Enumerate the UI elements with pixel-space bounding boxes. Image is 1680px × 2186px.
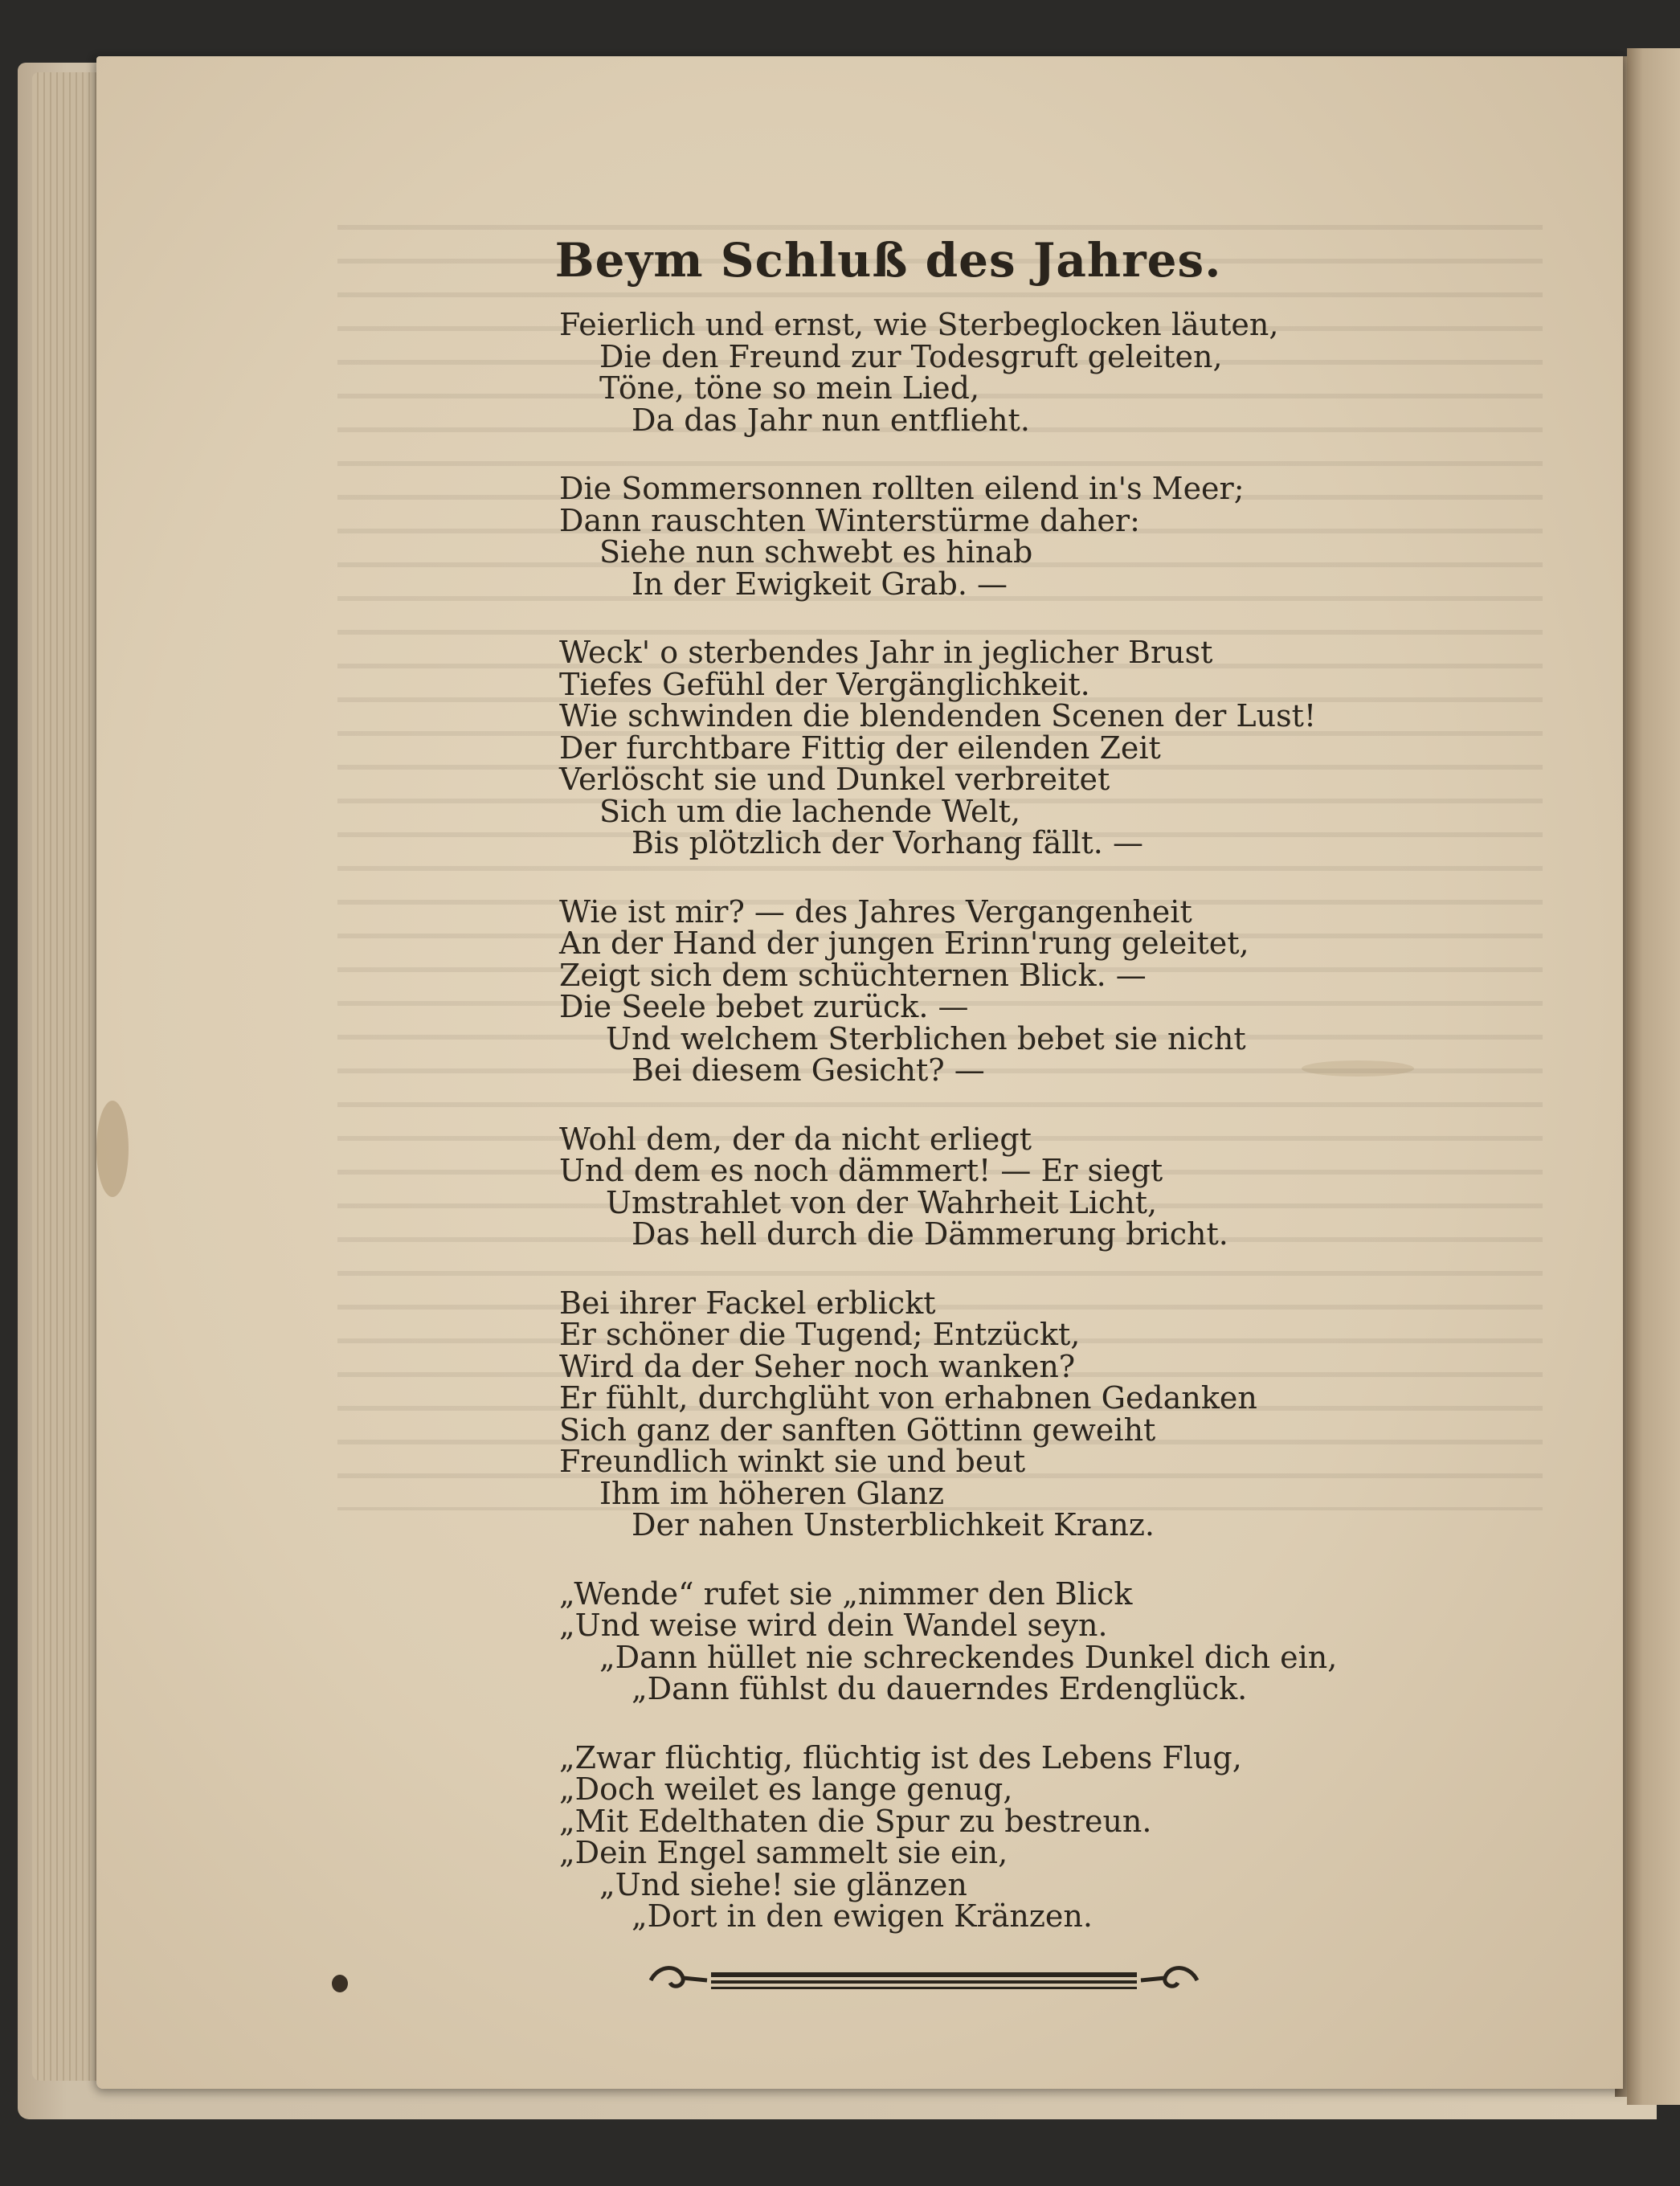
poem-line: Verlöscht sie und Dunkel verbreitet — [559, 762, 1110, 797]
poem-line: Er fühlt, durchglüht von erhabnen Gedanken — [559, 1380, 1257, 1416]
poem-line: Wie schwinden die blendenden Scenen der Lust! — [559, 698, 1317, 733]
poem-line: „Dort in den ewigen Kränzen. — [632, 1898, 1093, 1934]
poem-line: Bei ihrer Fackel erblickt — [559, 1285, 936, 1321]
poem-line: Sich um die lachende Welt, — [599, 793, 1021, 829]
poem-line: Bis plötzlich der Vorhang fällt. — — [632, 825, 1143, 860]
poem-line: Der furchtbare Fittig der eilenden Zeit — [559, 729, 1161, 766]
poem-line: „Dann hüllet nie schreckendes Dunkel dich ein, — [599, 1639, 1338, 1675]
poem-line: In der Ewigkeit Grab. — — [632, 566, 1008, 602]
poem-line: „Und weise wird dein Wandel seyn. — [559, 1608, 1108, 1643]
end-ornament — [643, 1960, 1205, 2000]
poem-line: An der Hand der jungen Erinn'rung geleitet, — [559, 925, 1249, 961]
stanza — [559, 1739, 1547, 1934]
poem-line: Und welchem Sterblichen bebet sie nicht — [606, 1020, 1246, 1056]
poem-line: „Zwar flüchtig, flüchtig ist des Lebens Flug, — [559, 1739, 1242, 1775]
poem-line: „Und siehe! sie glänzen — [599, 1866, 967, 1902]
poem-line: Er schöner die Tugend; Entzückt, — [559, 1317, 1081, 1352]
poem-line: Siehe nun schwebt es hinab — [599, 534, 1033, 570]
poem-line: „Doch weilet es lange genug, — [559, 1771, 1013, 1807]
stanza — [559, 309, 1547, 436]
poem-line: Weck' o sterbendes Jahr in jeglicher Brust — [559, 635, 1213, 670]
poem-body — [559, 309, 1547, 1970]
stanza — [559, 1575, 1547, 1706]
stanza — [559, 637, 1547, 860]
poem-line: Die den Freund zur Todesgruft geleiten, — [599, 338, 1223, 374]
poem-line: Dann rauschten Winterstürme daher: — [559, 502, 1140, 538]
poem-line: Der nahen Unsterblichkeit Kranz. — [632, 1507, 1155, 1542]
poem-line: Zeigt sich dem schüchternen Blick. — — [559, 957, 1147, 993]
poem-line: Da das Jahr nun entflieht. — [632, 402, 1030, 438]
poem-line: „Wende“ rufet sie „nimmer den Blick — [559, 1575, 1133, 1612]
ink-spot — [332, 1975, 348, 1992]
poem-line: Und dem es noch dämmert! — Er siegt — [559, 1153, 1163, 1188]
poem-title: Beym Schluß des Jahres. — [554, 233, 1222, 288]
poem-line: Töne, töne so mein Lied, — [599, 370, 980, 406]
poem-line: Sich ganz der sanften Göttinn geweiht — [559, 1412, 1156, 1448]
poem-line: Freundlich winkt sie und beut — [559, 1444, 1026, 1479]
poem-line: Tiefes Gefühl der Vergänglichkeit. — [559, 666, 1090, 702]
poem-line: Ihm im höheren Glanz — [599, 1475, 945, 1511]
poem-line: „Mit Edelthaten die Spur zu bestreun. — [559, 1803, 1152, 1839]
poem-line: Wie ist mir? — des Jahres Vergangenheit — [559, 893, 1192, 930]
stanza — [559, 1285, 1547, 1542]
stanza — [559, 473, 1547, 600]
poem-line: Umstrahlet von der Wahrheit Licht, — [606, 1184, 1158, 1220]
poem-line: Die Sommersonnen rollten eilend in's Meer; — [559, 471, 1245, 506]
poem-line: Feierlich und ernst, wie Sterbeglocken läuten, — [559, 307, 1279, 342]
stanza — [559, 893, 1547, 1088]
poem-line: Bei diesem Gesicht? — — [632, 1052, 985, 1088]
poem-line: Das hell durch die Dämmerung bricht. — [632, 1216, 1228, 1252]
stanza — [559, 1121, 1547, 1252]
poem-line: „Dein Engel sammelt sie ein, — [559, 1835, 1008, 1870]
poem-line: Wohl dem, der da nicht erliegt — [559, 1121, 1032, 1157]
poem-line: „Dann fühlst du dauerndes Erdenglück. — [632, 1671, 1248, 1706]
poem-line: Wird da der Seher noch wanken? — [559, 1348, 1076, 1384]
poem-line: Die Seele bebet zurück. — — [559, 989, 969, 1024]
